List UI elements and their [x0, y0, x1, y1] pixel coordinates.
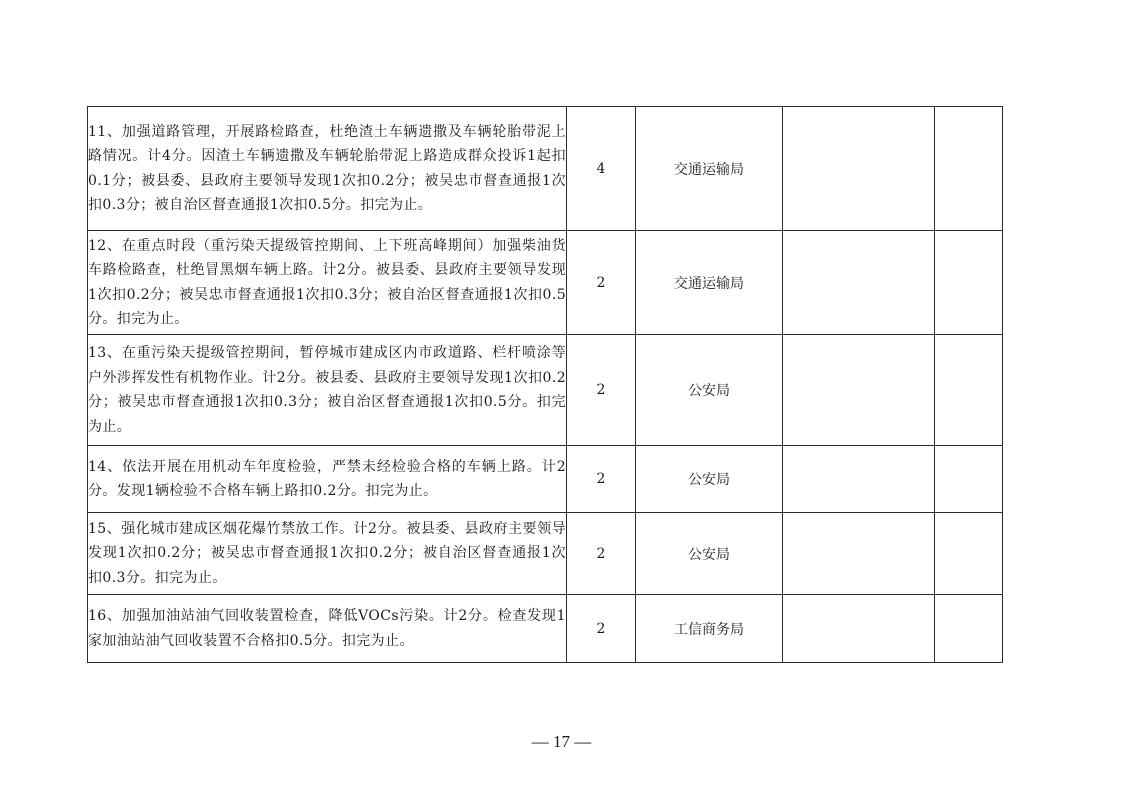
score-cell: 2	[567, 335, 636, 446]
blank-cell	[783, 231, 935, 335]
blank-cell	[783, 107, 935, 231]
blank-cell	[935, 335, 1003, 446]
table-row	[88, 513, 1003, 595]
blank-cell	[783, 446, 935, 513]
blank-cell	[783, 335, 935, 446]
blank-cell	[783, 513, 935, 595]
score-cell: 2	[567, 446, 636, 513]
score-cell: 2	[567, 513, 636, 595]
department-cell: 交通运输局	[636, 231, 783, 335]
table-row	[88, 107, 1003, 231]
department-cell: 公安局	[636, 335, 783, 446]
task-description: 16、加强加油站油气回收装置检查，降低VOCs污染。计2分。检查发现1家加油站油气回收装置不合格扣0.5分。扣完为止。	[88, 595, 567, 663]
table-row	[88, 231, 1003, 335]
score-cell: 4	[567, 107, 636, 231]
blank-cell	[783, 595, 935, 663]
table-row	[88, 446, 1003, 513]
department-cell: 工信商务局	[636, 595, 783, 663]
blank-cell	[935, 595, 1003, 663]
department-cell: 公安局	[636, 513, 783, 595]
task-description: 15、强化城市建成区烟花爆竹禁放工作。计2分。被县委、县政府主要领导发现1次扣0.2分；被吴忠市督查通报1次扣0.2分；被自治区督查通报1次扣0.3分。扣完为止。	[88, 513, 567, 595]
blank-cell	[935, 231, 1003, 335]
department-cell: 交通运输局	[636, 107, 783, 231]
task-description: 14、依法开展在用机动车年度检验，严禁未经检验合格的车辆上路。计2分。发现1辆检验不合格车辆上路扣0.2分。扣完为止。	[88, 446, 567, 513]
task-description: 11、加强道路管理，开展路检路查，杜绝渣土车辆遗撒及车辆轮胎带泥上路情况。计4分。因渣土车辆遗撒及车辆轮胎带泥上路造成群众投诉1起扣0.1分；被县委、县政府主要领导发现1次扣0.2分；被吴忠市督查通报1次扣0.3分；被自治区督查通报1次扣0.5分。扣完为止。	[88, 107, 567, 231]
score-cell: 2	[567, 595, 636, 663]
assessment-table	[87, 106, 1003, 663]
blank-cell	[935, 107, 1003, 231]
blank-cell	[935, 513, 1003, 595]
score-cell: 2	[567, 231, 636, 335]
table-row	[88, 595, 1003, 663]
blank-cell	[935, 446, 1003, 513]
table-row	[88, 335, 1003, 446]
task-description: 13、在重污染天提级管控期间，暂停城市建成区内市政道路、栏杆喷涂等户外涉挥发性有机物作业。计2分。被县委、县政府主要领导发现1次扣0.2分；被吴忠市督查通报1次扣0.3分；被自治区督查通报1次扣0.5分。扣完为止。	[88, 335, 567, 446]
page-number: — 17 —	[531, 732, 592, 751]
department-cell: 公安局	[636, 446, 783, 513]
task-description: 12、在重点时段（重污染天提级管控期间、上下班高峰期间）加强柴油货车路检路查，杜绝冒黑烟车辆上路。计2分。被县委、县政府主要领导发现1次扣0.2分；被吴忠市督查通报1次扣0.3分；被自治区督查通报1次扣0.5分。扣完为止。	[88, 231, 567, 335]
